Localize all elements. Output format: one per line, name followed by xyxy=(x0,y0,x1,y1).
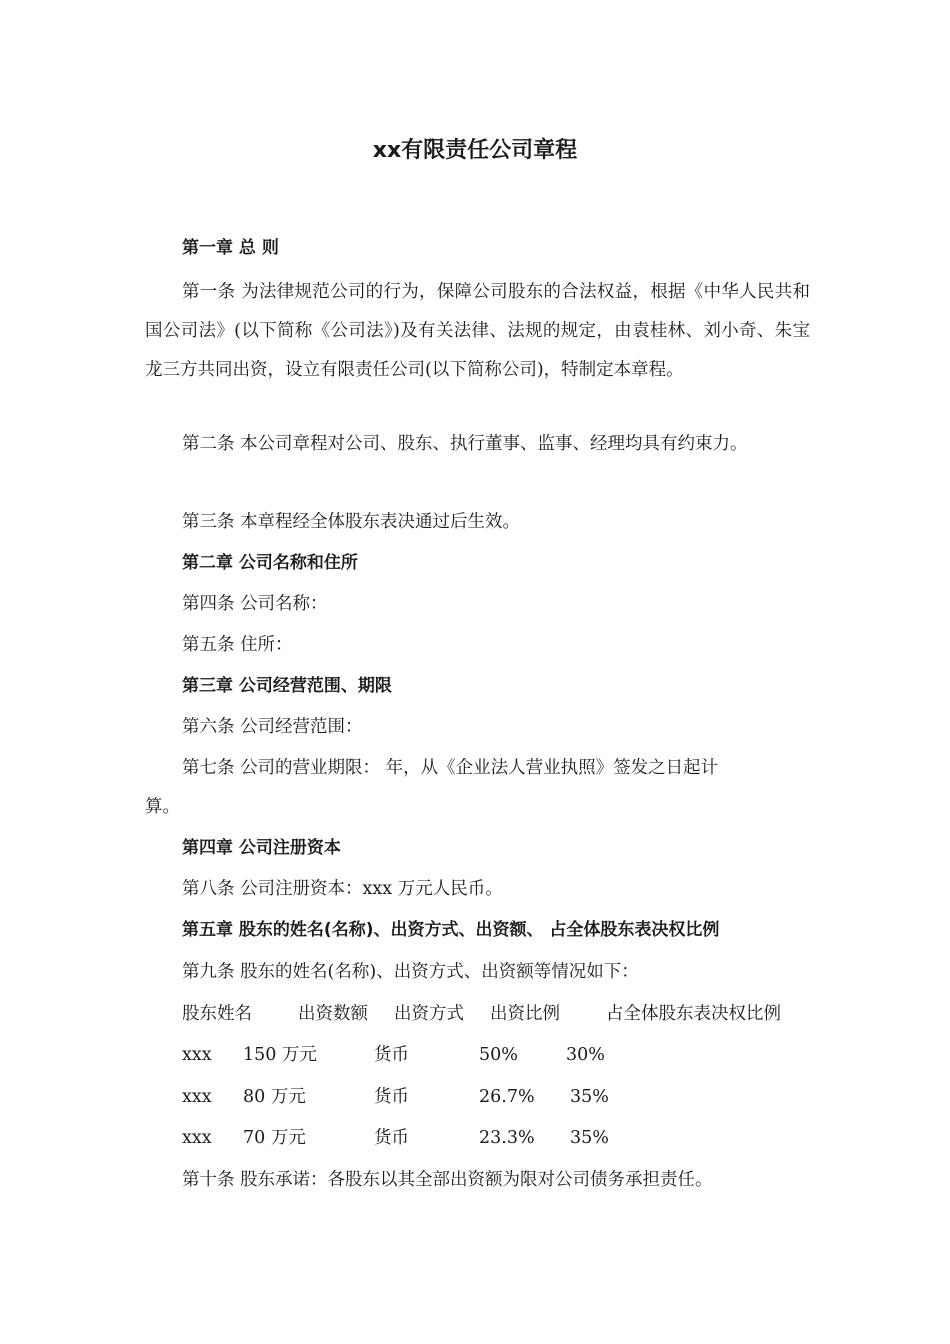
chapter-4-heading: 第四章 公司注册资本 xyxy=(182,838,341,858)
table-header-cell: 股东姓名 xyxy=(182,1004,252,1024)
article-6: 第六条 公司经营范围： xyxy=(182,717,363,737)
article-9: 第九条 股东的姓名(名称)、出资方式、出资额等情况如下： xyxy=(182,962,639,982)
table-header-cell: 出资数额 xyxy=(298,1004,368,1024)
table-cell: 70 万元 xyxy=(243,1128,306,1148)
chapter-5-heading: 第五章 股东的姓名(名称)、出资方式、出资额、 占全体股东表决权比例 xyxy=(182,920,720,940)
article-8: 第八条 公司注册资本：xxx 万元人民币。 xyxy=(182,879,503,899)
chapter-2-heading: 第二章 公司名称和住所 xyxy=(182,553,358,573)
article-2: 第二条 本公司章程对公司、股东、执行董事、监事、经理均具有约束力。 xyxy=(182,434,748,454)
table-cell: 35% xyxy=(570,1087,609,1107)
article-3: 第三条 本章程经全体股东表决通过后生效。 xyxy=(182,512,521,532)
article-7-line-1: 第七条 公司的营业期限： 年，从《企业法人营业执照》签发之日起计 xyxy=(182,758,719,778)
table-cell: xxx xyxy=(182,1128,212,1148)
table-cell: 35% xyxy=(570,1128,609,1148)
table-cell: 80 万元 xyxy=(243,1087,306,1107)
chapter-1-heading: 第一章 总 则 xyxy=(182,238,279,258)
article-5: 第五条 住所： xyxy=(182,635,293,655)
table-cell: 货币 xyxy=(374,1128,409,1148)
article-4: 第四条 公司名称： xyxy=(182,594,328,614)
article-7-line-2: 算。 xyxy=(145,797,180,817)
article-10: 第十条 股东承诺：各股东以其全部出资额为限对公司债务承担责任。 xyxy=(182,1170,713,1190)
table-cell: 26.7% xyxy=(479,1087,535,1107)
table-cell: xxx xyxy=(182,1045,212,1065)
table-header-cell: 出资方式 xyxy=(394,1004,464,1024)
table-cell: xxx xyxy=(182,1087,212,1107)
table-header-cell: 出资比例 xyxy=(490,1004,560,1024)
chapter-3-heading: 第三章 公司经营范围、期限 xyxy=(182,676,392,696)
table-cell: 货币 xyxy=(374,1087,409,1107)
article-1: 第一条 为法律规范公司的行为，保障公司股东的合法权益，根据《中华人民共和国公司法》(以下简称《公司法》)及有关法律、法规的规定，由袁桂林、刘小奇、朱宝龙三方共同出资，设立有限责任公司(以下简称公司)，特制定本章程。 xyxy=(145,282,810,380)
table-cell: 30% xyxy=(566,1045,605,1065)
table-cell: 23.3% xyxy=(479,1128,535,1148)
table-cell: 50% xyxy=(479,1045,518,1065)
document-title: xx有限责任公司章程 xyxy=(372,138,578,163)
table-header-cell: 占全体股东表决权比例 xyxy=(606,1004,781,1024)
table-cell: 150 万元 xyxy=(243,1045,317,1065)
table-cell: 货币 xyxy=(374,1045,409,1065)
